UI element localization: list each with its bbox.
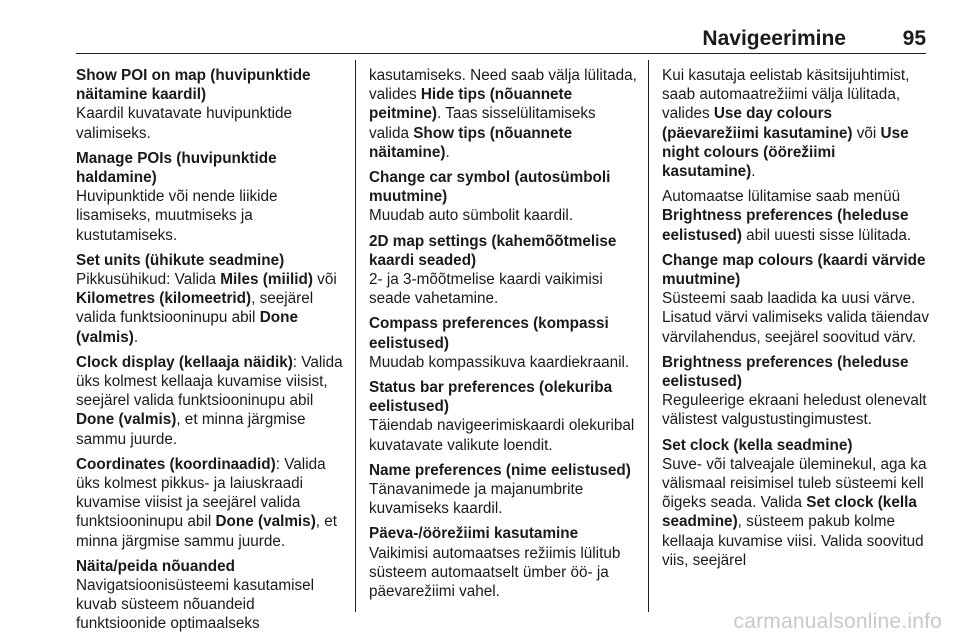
section-heading: Change car symbol (autosümboli muutmine): [369, 169, 611, 206]
section-text: Muudab kompassikuva kaardiekraanil.: [369, 353, 630, 371]
section-heading: Name preferences (nime eelistused): [369, 461, 631, 479]
section-text: Muudab auto sümbolit kaardil.: [369, 207, 574, 225]
page-header: [76, 27, 926, 53]
section-2d-map: [369, 232, 637, 309]
column-divider-1: [355, 60, 356, 612]
section-show-poi: [76, 66, 346, 143]
section-text: Huvipunktide või nende liikide lisamiseks, muutmiseks ja kustutamiseks.: [76, 188, 278, 244]
section-text: 2- ja 3-mõõtmelise kaardi vaikimisi seade vahetamine.: [369, 271, 603, 308]
section-set-clock: [662, 436, 932, 570]
section-heading: Status bar preferences (olekuriba eelistused): [369, 379, 613, 416]
section-map-colours: [662, 251, 932, 347]
section-heading: Show POI on map (huvipunktide näitamine kaardil): [76, 67, 311, 104]
section-text: Süsteemi saab laadida ka uusi värve. Lisatud värvi valimiseks valida täiendav värvilahendus, seejärel soovitud värv.: [662, 290, 929, 346]
section-text: Pikkusühikud: Valida Miles (miilid) või Kilometres (kilomeetrid), seejärel valida funktsiooninupu abil Done (valmis).: [76, 271, 337, 346]
section-heading: Change map colours (kaardi värvide muutmine): [662, 251, 926, 289]
section-heading: Set units (ühikute seadmine): [76, 251, 285, 269]
section-day-night: [369, 524, 637, 601]
section-heading: Compass preferences (kompassi eelistused): [369, 315, 609, 352]
section-tips-continued: kasutamiseks. Need saab välja lülitada, valides Hide tips (nõuannete peitmine). Taas sisselülitamiseks valida Show tips (nõuannete näitamine).: [369, 67, 637, 161]
section-text: Navigatsioonisüsteemi kasutamisel kuvab süsteem nõuandeid funktsioonide optimaalseks: [76, 577, 315, 633]
section-brightness: [662, 353, 932, 430]
section-text: Vaikimisi automaatses režiimis lülitub süsteem automaatselt ümber öö- ja päevarežiimi vahel.: [369, 544, 621, 601]
section-text: Kaardil kuvatavate huvipunktide valimiseks.: [76, 105, 292, 142]
section-heading: Päeva-/öörežiimi kasutamine: [369, 525, 579, 543]
section-text: Reguleerige ekraani heledust olenevalt välistest valgustustingimustest.: [662, 392, 927, 429]
section-name-preferences: [369, 461, 637, 519]
section-text: Täiendab navigeerimiskaardi olekuribal kuvatavate valikute loendit.: [369, 417, 635, 454]
section-show-hide-tips: [76, 557, 346, 634]
section-status-bar: [369, 378, 637, 455]
column-2: [369, 66, 637, 607]
section-text: Tänavanimede ja majanumbrite kuvamiseks kaardil.: [369, 481, 584, 518]
section-heading: Brightness preferences (heleduse eelistused): [662, 353, 909, 391]
section-manage-pois: [76, 149, 346, 245]
section-heading: Set clock (kella seadmine): [662, 436, 853, 454]
column-divider-2: [648, 60, 649, 612]
watermark: carmanualsonline.info: [733, 610, 942, 633]
section-clock-display: Clock display (kellaaja näidik): Valida üks kolmest kellaaja kuvamise viisist, seejärel valida funktsiooninupu abil Done (valmis), et minna järgmise sammu juurde.: [76, 353, 343, 448]
section-heading: Näita/peida nõuanded: [76, 557, 235, 575]
section-car-symbol: [369, 168, 637, 226]
section-auto-switch: Automaatse lülitamise saab menüü Brightness preferences (heleduse eelistused) abil uuesti sisse lülitada.: [662, 188, 912, 244]
column-1: [76, 66, 346, 640]
page-number: 95: [902, 27, 926, 50]
section-text: Suve- või talveajale üleminekul, aga ka välismaal reisimisel tuleb süsteemi kell õigeks seada. Valida Set clock (kella seadmine), süsteem pakub kolme kellaaja kuvamise viisi. Valida soovitud viis, seejärel: [662, 455, 927, 569]
section-heading: 2D map settings (kahemõõtmelise kaardi seaded): [369, 232, 617, 269]
chapter-title: Navigeerimine: [702, 27, 846, 50]
section-compass: [369, 314, 637, 372]
section-manual-mode: Kui kasutaja eelistab käsitsijuhtimist, saab automaatrežiimi välja lülitada, valides Use day colours (päevarežiimi kasutamine) või Use night colours (öörežiimi kasutamine).: [662, 67, 910, 181]
section-coordinates: Coordinates (koordinaadid): Valida üks kolmest pikkus- ja laiuskraadi kuvamise viisist ja seejärel valida funktsiooninupu abil Done (valmis), et minna järgmise sammu juurde.: [76, 455, 338, 550]
header-divider: [76, 53, 926, 54]
column-3: [662, 66, 932, 576]
section-heading: Manage POIs (huvipunktide haldamine): [76, 149, 277, 187]
section-set-units: [76, 251, 346, 347]
